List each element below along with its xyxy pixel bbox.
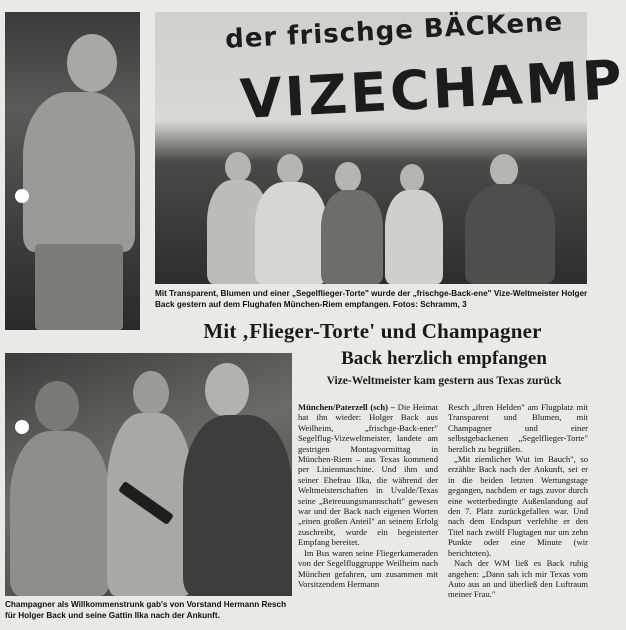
person-head [335,162,361,192]
photo-caption-bottom: Champagner als Willkommenstrunk gab's von Vorstand Hermann Resch für Holger Back und seine Gattin Ilka nach der Ankunft. [5,600,287,620]
article-column-1 [298,402,438,589]
headline-main: Mit ‚Flieger-Torte' und Champagner [203,319,542,343]
person-legs [35,244,123,330]
person-head [67,34,117,92]
headline-secondary: Back herzlich empfangen [341,348,547,369]
person-head [133,371,169,415]
person-body [321,190,383,284]
article-column-2 [448,402,588,600]
punch-hole [15,189,29,203]
person-body [23,92,135,252]
person-body [255,182,327,284]
article-paragraph: Im Bus waren seine Fliegerkameraden von der Segelfluggruppe Weilheim nach München gefahren, um zusammen mit Vorsitzendem Hermann [298,547,438,589]
subheadline: Vize-Weltmeister kam gestern aus Texas zurück [326,375,562,387]
article-paragraph: Resch „ihren Helden" am Flugplatz mit Transparent und Blumen, mit Champagner und einer selbstgebackenen „Segelflieger-Torte" herzlich zu begrüßen. [448,402,588,454]
person-body [183,415,292,596]
photo-champagne-toast [5,353,292,596]
person-head [490,154,518,186]
punch-hole [15,420,29,434]
article-paragraph: Nach der WM ließ es Back ruhig angehen: „Dann sah ich mir Texas vom Auto aus an und überließ den Luftraum meiner Frau." [448,558,588,600]
article-text: Die Heimat hat ihn wieder: Holger Back aus Weilheim, „frischge-Back-ener" Segelflug-Vizeweltmeister, landete am gestrigen Montagvormittag in München-Riem – aus Texas kommend per Linienmaschine. Und ihm und seiner Ehefrau Ilka, die während der Weltmeisterschaften in Uvalde/Texas seine „Betreuungsmannschaft" gewesen war und der Back nach eigenen Worten „einen großen Anteil" an seinem Erfolg zuschreibt, wurde ein begeisterter Empfang bereitet. [298,402,438,548]
person-head [225,152,251,182]
person-body [385,190,443,284]
banner-text-line2: VIZECHAMP [238,47,626,132]
article-paragraph: „Mit ziemlicher Wut im Bauch", so erzählte Back nach der Ankunft, sei er in die beiden letzten Wertungstage gegangen, nachdem er tags zuvor durch eine wetterbedingte Außenlandung auf den 7. Platz zurückgefallen war. Und nach dem Endspurt verfehlte er den Titel nach zwölf Flugtagen nur um zehn Punkte oder eine Minute (wir berichteten). [448,454,588,558]
photo-holger-back [5,12,140,330]
article-paragraph [298,402,438,548]
photo-caption-top: Mit Transparent, Blumen und einer „Segelflieger-Torte" wurde der „frischge-Back-ene" Vize-Weltmeister Holger Back gestern auf dem Flughafen München-Riem empfangen. Fotos: Schramm, 3 [155,289,588,309]
person-body [465,184,555,284]
article-dateline: München/Paterzell (sch) – [298,402,395,412]
photo-welcome-banner [155,7,626,284]
person-head [400,164,424,192]
person-head [277,154,303,184]
person-body [10,431,110,596]
banner-text-line1: der frischge BÄCKene [224,7,564,55]
person-head [205,363,249,417]
person-head [35,381,79,431]
